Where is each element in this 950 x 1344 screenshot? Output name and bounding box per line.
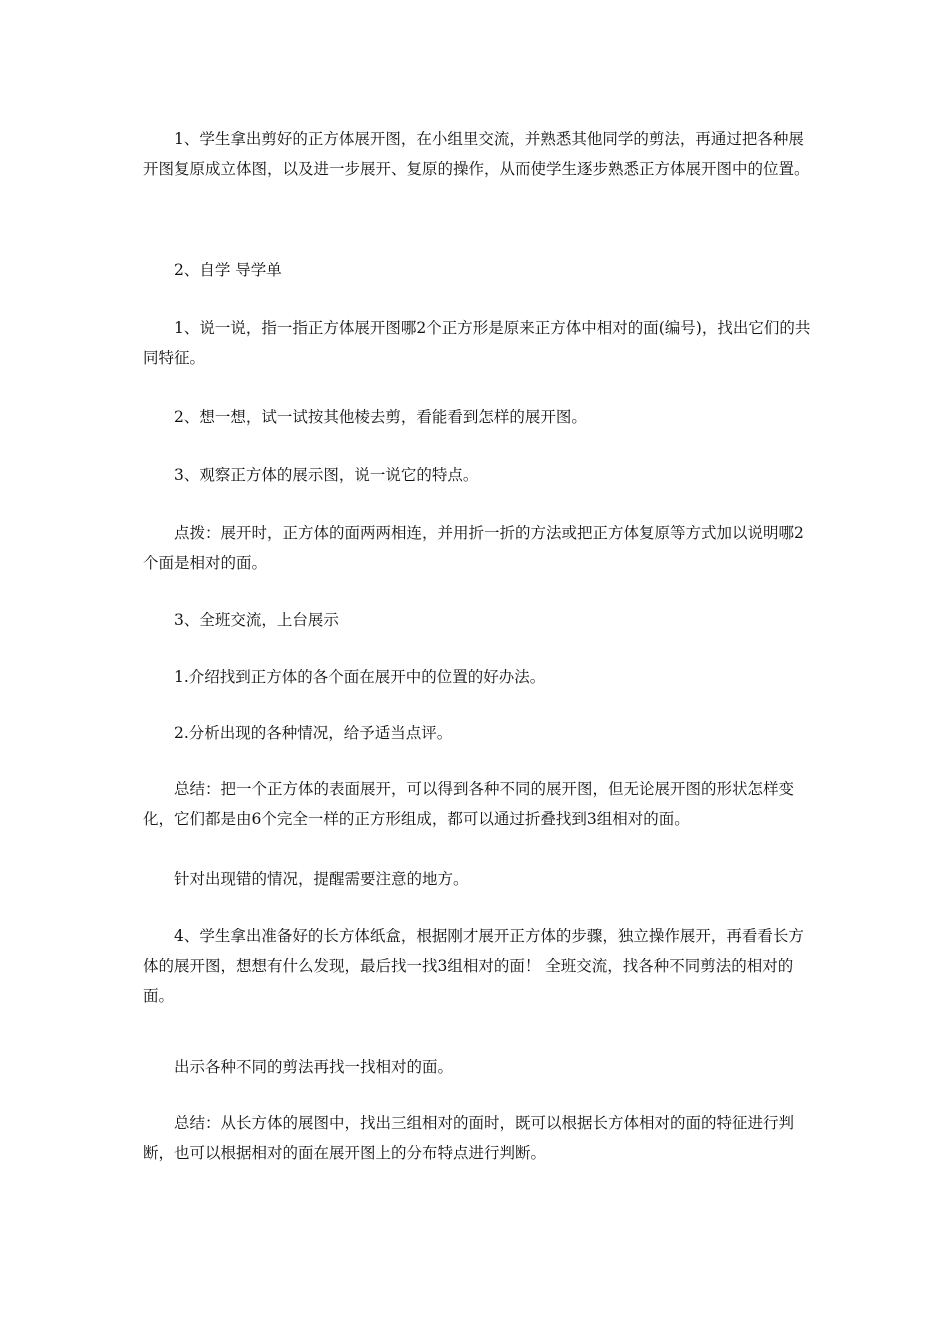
paragraph-14: 总结：从长方体的展图中，找出三组相对的面时，既可以根据长方体相对的面的特征进行判断，也可以根据相对的面在展开图上的分布特点进行判断。: [143, 1114, 795, 1162]
paragraph-8: 1.介绍找到正方体的各个面在展开中的位置的好办法。: [174, 668, 546, 686]
paragraph-5: 3、观察正方体的展示图，说一说它的特点。: [174, 466, 479, 484]
paragraph-13: 出示各种不同的剪法再找一找相对的面。: [174, 1058, 454, 1076]
paragraph-2: 2、自学 导学单: [174, 261, 282, 279]
paragraph-3: 1、说一说，指一指正方体展开图哪2个正方形是原来正方体中相对的面(编号)，找出它们的共同特征。: [143, 319, 811, 367]
paragraph-4: 2、想一想，试一试按其他棱去剪，看能看到怎样的展开图。: [174, 408, 587, 426]
paragraph-1: 1、学生拿出剪好的正方体展开图，在小组里交流，并熟悉其他同学的剪法，再通过把各种展开图复原成立体图，以及进一步展开、复原的操作，从而使学生逐步熟悉正方体展开图中的位置。: [143, 130, 810, 178]
paragraph-11: 针对出现错的情况，提醒需要注意的地方。: [174, 870, 469, 888]
paragraph-6: 点拨：展开时，正方体的面两两相连，并用折一折的方法或把正方体复原等方式加以说明哪2个面是相对的面。: [143, 524, 804, 572]
paragraph-7: 3、全班交流，上台展示: [174, 611, 339, 629]
paragraph-10: 总结：把一个正方体的表面展开，可以得到各种不同的展开图，但无论展开图的形状怎样变化，它们都是由6个完全一样的正方形组成，都可以通过折叠找到3组相对的面。: [143, 780, 795, 828]
paragraph-9: 2.分析出现的各种情况，给予适当点评。: [174, 724, 453, 742]
paragraph-12: 4、学生拿出准备好的长方体纸盒，根据刚才展开正方体的步骤，独立操作展开，再看看长方体的展开图，想想有什么发现，最后找一找3组相对的面！ 全班交流，找各种不同剪法的相对的面。: [143, 927, 804, 1005]
